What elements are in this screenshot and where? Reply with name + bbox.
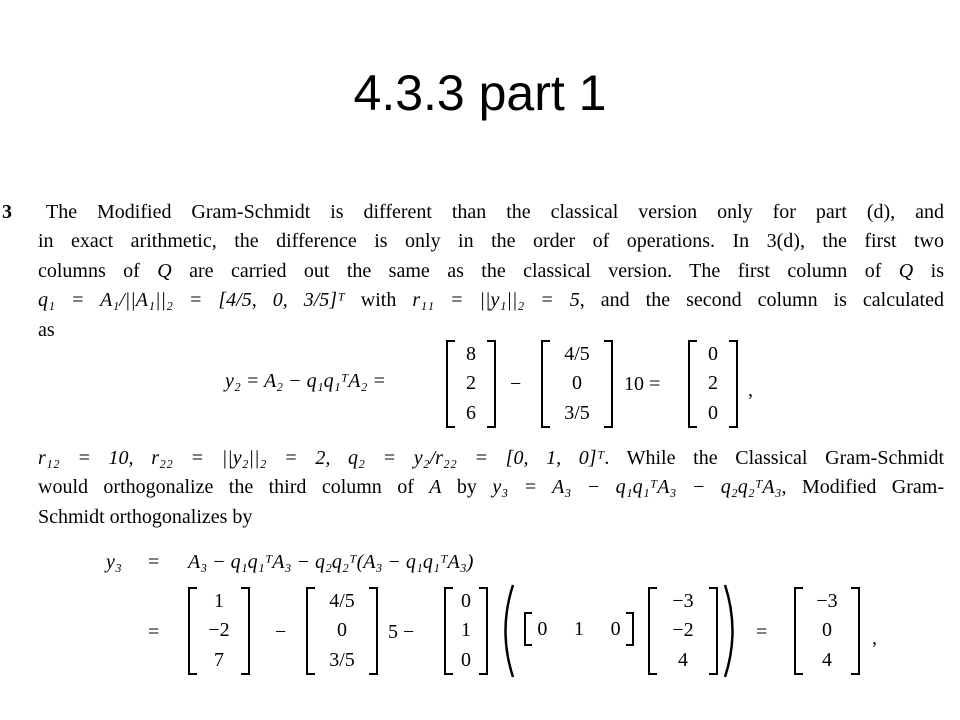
scalar-ten: 10 = [624, 373, 661, 395]
text-line: The Modified Gram-Schmidt is different than the classical version only for part (d), and [46, 201, 944, 223]
q1-definition: q₁ = A₁/||A₁||₂ = [4/5, 0, 3/5]ᵀ [38, 289, 345, 312]
left-paren [496, 583, 516, 679]
row-vector-q2t: 0 1 0 [524, 612, 634, 646]
scalar-five: 5 − [388, 621, 415, 643]
right-paren [722, 583, 742, 679]
text-line: r₁₂ = 10, r₂₂ = ||y₂||₂ = 2, q₂ = y₂/r₂₂ = [0, 1, 0]ᵀ. While the Classical Gram-Schmidt [38, 447, 944, 469]
equation-y2-lhs: y₂ = A₂ − q₁q₁ᵀA₂ = [225, 370, 386, 392]
equation-y3-rhs: A₃ − q₁q₁ᵀA₃ − q₂q₂ᵀ(A₃ − q₁q₁ᵀA₃) [188, 551, 474, 573]
text-line: in exact arithmetic, the difference is only in the order of operations. In 3(d), the first two [38, 230, 944, 253]
comma: , [872, 627, 877, 649]
text-line: columns of Q are carried out the same as the classical version. The first column of Q is [38, 259, 945, 282]
paragraph-intro [38, 198, 944, 345]
vector-a3: 1 −2 7 [188, 587, 250, 675]
classical-y3: y₃ = A₃ − q₁q₁ᵀA₃ − q₂q₂ᵀA₃ [492, 476, 782, 499]
equals-sign: = [148, 551, 160, 573]
equals-sign: = [756, 621, 768, 643]
slide-title: 4.3.3 part 1 [353, 65, 607, 121]
vector-a2: 8 2 6 [446, 340, 496, 428]
text-line: Schmidt orthogonalizes by [38, 505, 253, 528]
text-line: would orthogonalize the third column of A by y₃ = A₃ − q₁q₁ᵀA₃ − q₂q₂ᵀA₃, Modified Gram- [38, 476, 944, 499]
text-line: as [38, 318, 55, 341]
r12-definition: r₁₂ = 10, r₂₂ = ||y₂||₂ = 2, q₂ = y₂/r₂₂ = [0, 1, 0]ᵀ [38, 447, 605, 469]
vector-intermediate: −3 −2 4 [648, 587, 718, 675]
vector-q1: 4/5 0 3/5 [306, 587, 378, 675]
paragraph-modified [38, 444, 944, 532]
minus-sign: − [275, 621, 287, 643]
vector-y2: 0 2 0 [688, 340, 738, 428]
text-line: q₁ = A₁/||A₁||₂ = [4/5, 0, 3/5]ᵀ with r₁₁ = ||y₁||₂ = 5, and the second column is calculated [38, 289, 944, 312]
equation-y3-lhs: y₃ [106, 551, 122, 573]
problem-number: 3 [2, 201, 12, 223]
vector-q1: 4/5 0 3/5 [541, 340, 613, 428]
minus-sign: − [510, 373, 522, 395]
r11-definition: r₁₁ = ||y₁||₂ = 5 [412, 289, 580, 312]
equals-sign: = [148, 621, 160, 643]
vector-q2: 0 1 0 [444, 587, 488, 675]
vector-y3: −3 0 4 [794, 587, 860, 675]
comma: , [748, 379, 753, 401]
